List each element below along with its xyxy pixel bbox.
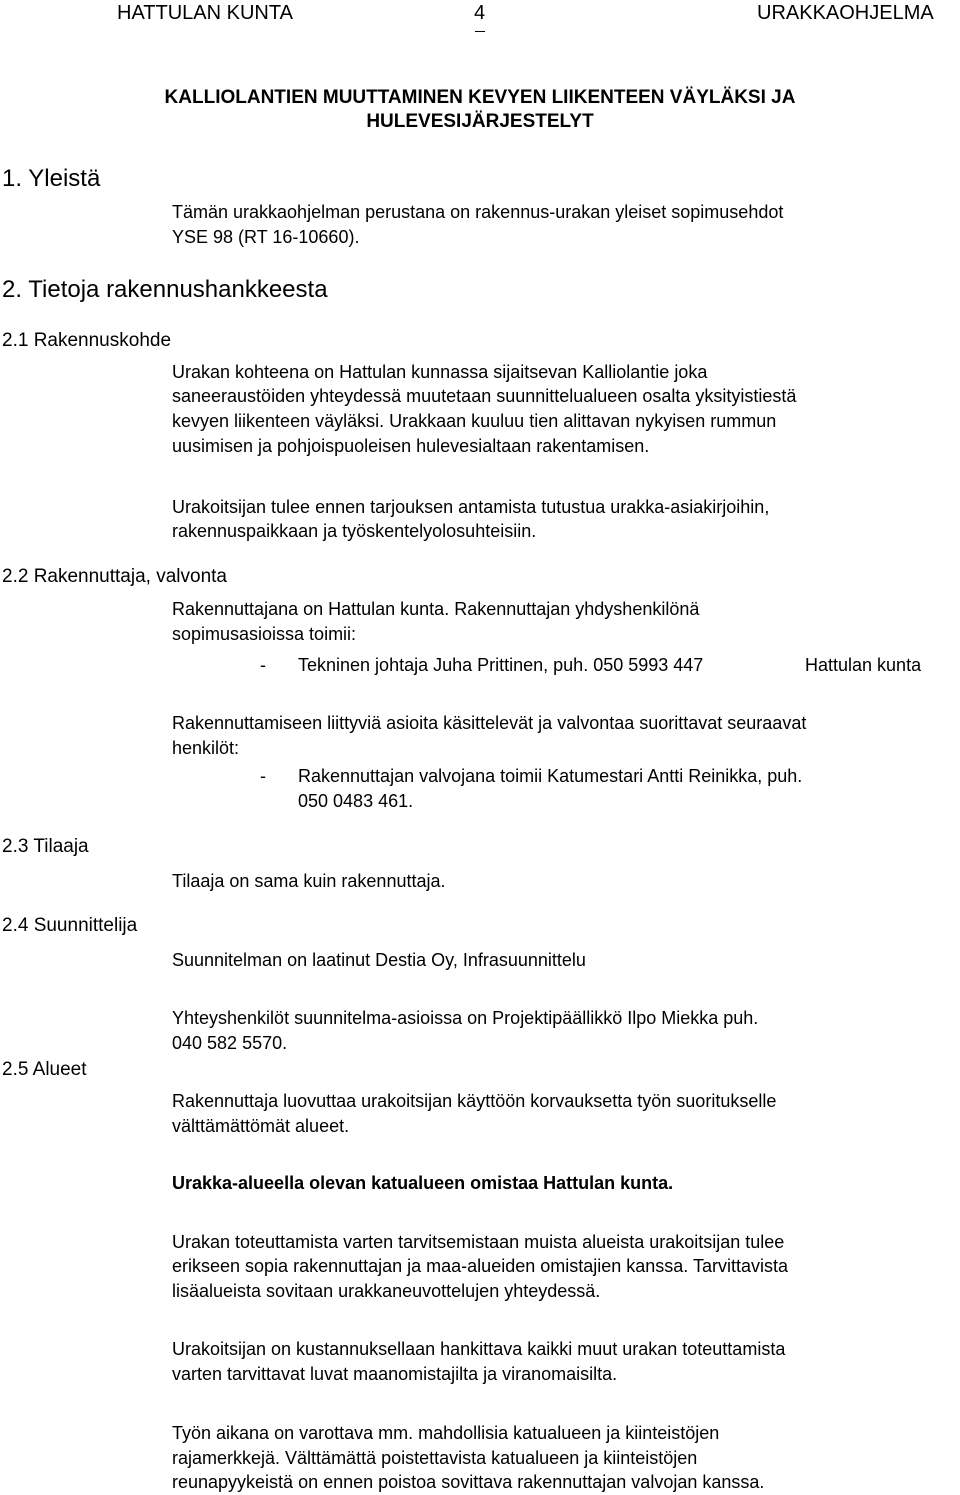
page-number-underline — [475, 31, 485, 32]
yleista-line2: YSE 98 (RT 16-10660). — [172, 227, 360, 247]
contact-item2-dash: - — [260, 766, 266, 786]
alueet-line3: Urakan toteuttamista varten tarvitsemistaan muista alueista urakoitsijan tulee — [172, 1232, 785, 1252]
tilaaja-text: Tilaaja on sama kuin rakennuttaja. — [172, 871, 446, 891]
contact-item2-line1: Rakennuttajan valvojana toimii Katumestari Antti Reinikka, puh. — [298, 766, 803, 786]
document-title-line2: HULEVESIJÄRJESTELYT — [366, 111, 594, 132]
heading-suunnittelija: 2.4 Suunnittelija — [2, 915, 138, 936]
heading-yleista: 1. Yleistä — [2, 165, 101, 192]
rakennuskohde-line6: rakennuspaikkaan ja työskentelyolosuhteisiin. — [172, 521, 537, 541]
heading-rakennuskohde: 2.1 Rakennuskohde — [2, 330, 172, 351]
rakennuttaja-line4: henkilöt: — [172, 738, 240, 758]
alueet-line2: välttämättömät alueet. — [172, 1116, 350, 1136]
rakennuttaja-line2: sopimusasioissa toimii: — [172, 624, 357, 644]
suunnittelija-line3: 040 582 5570. — [172, 1033, 288, 1053]
rakennuttaja-line3: Rakennuttamiseen liittyviä asioita käsittelevät ja valvontaa suorittavat seuraavat — [172, 713, 807, 733]
suunnittelija-line2: Yhteyshenkilöt suunnitelma-asioissa on Projektipäällikkö Ilpo Miekka puh. — [172, 1008, 759, 1028]
alueet-line10: reunapyykeistä on ennen poistoa sovittava rakennuttajan valvojan kanssa. — [172, 1472, 765, 1492]
contact-item1-org: Hattulan kunta — [805, 655, 922, 675]
contact-item2-line2: 050 0483 461. — [298, 791, 414, 811]
yleista-line1: Tämän urakkaohjelman perustana on rakennus-urakan yleiset sopimusehdot — [172, 202, 784, 222]
alueet-bold-line: Urakka-alueella olevan katualueen omistaa Hattulan kunta. — [172, 1173, 674, 1193]
contact-item1-text: Tekninen johtaja Juha Prittinen, puh. 050 5993 447 — [298, 655, 704, 675]
rakennuttaja-line1: Rakennuttajana on Hattulan kunta. Rakennuttajan yhdyshenkilönä — [172, 599, 700, 619]
rakennuskohde-line1: Urakan kohteena on Hattulan kunnassa sijaitsevan Kalliolantie joka — [172, 362, 708, 382]
heading-tilaaja: 2.3 Tilaaja — [2, 836, 89, 857]
rakennuskohde-line4: uusimisen ja pohjoispuoleisen hulevesialtaan rakentamisen. — [172, 436, 650, 456]
contact-item1-dash: - — [260, 655, 266, 675]
document-title-line1: KALLIOLANTIEN MUUTTAMINEN KEVYEN LIIKENTEEN VÄYLÄKSI JA — [164, 87, 796, 108]
rakennuskohde-line3: kevyen liikenteen väyläksi. Urakkaan kuuluu tien alittavan nykyisen rummun — [172, 411, 777, 431]
alueet-line6: Urakoitsijan on kustannuksellaan hankittava kaikki muut urakan toteuttamista — [172, 1339, 786, 1359]
rakennuskohde-line5: Urakoitsijan tulee ennen tarjouksen antamista tutustua urakka-asiakirjoihin, — [172, 497, 770, 517]
header-municipality: HATTULAN KUNTA — [117, 2, 293, 24]
alueet-line5: lisäalueista sovitaan urakkaneuvottelujen yhteydessä. — [172, 1281, 601, 1301]
suunnittelija-line1: Suunnitelman on laatinut Destia Oy, Infrasuunnittelu — [172, 950, 586, 970]
alueet-line8: Työn aikana on varottava mm. mahdollisia katualueen ja kiinteistöjen — [172, 1423, 720, 1443]
alueet-line9: rajamerkkejä. Välttämättä poistettavista katualueen ja kiinteistöjen — [172, 1448, 698, 1468]
heading-alueet: 2.5 Alueet — [2, 1059, 87, 1080]
header-page-number: 4 — [474, 2, 486, 24]
alueet-line7: varten tarvittavat luvat maanomistajilta ja viranomaisilta. — [172, 1364, 618, 1384]
rakennuskohde-line2: saneeraustöiden yhteydessä muutetaan suunnittelualueen osalta yksityistiestä — [172, 386, 797, 406]
heading-rakennuttaja: 2.2 Rakennuttaja, valvonta — [2, 566, 227, 587]
heading-tietoja: 2. Tietoja rakennushankkeesta — [2, 276, 328, 303]
header-document-type: URAKKAOHJELMA — [757, 2, 934, 24]
alueet-line4: erikseen sopia rakennuttajan ja maa-alueiden omistajien kanssa. Tarvittavista — [172, 1256, 789, 1276]
alueet-line1: Rakennuttaja luovuttaa urakoitsijan käyttöön korvauksetta työn suoritukselle — [172, 1091, 777, 1111]
